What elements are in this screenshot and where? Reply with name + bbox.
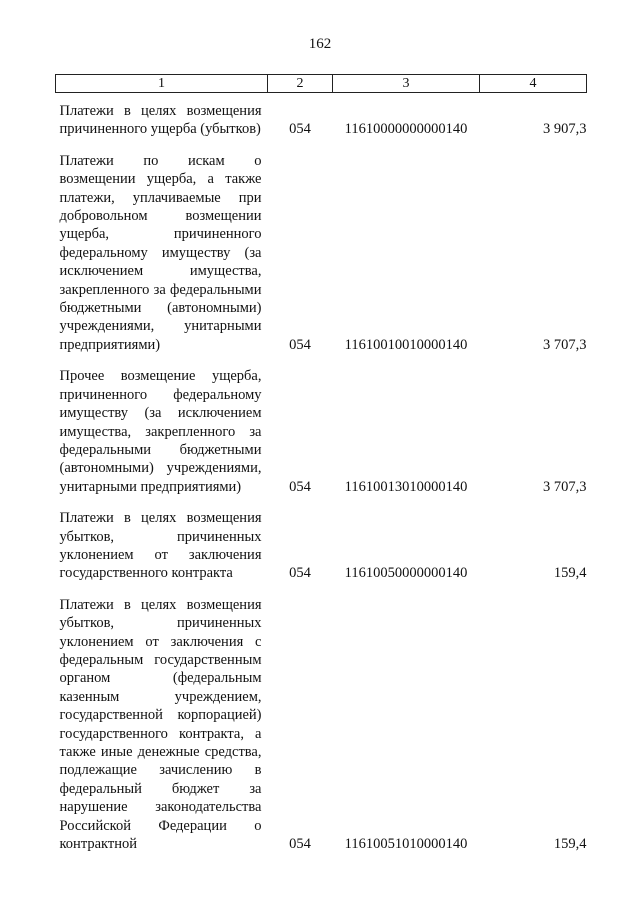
page-number: 162	[308, 36, 332, 52]
row-name: Платежи в целях возмещения причиненного ущерба (убытков)	[59, 103, 262, 138]
column-header-4: 4	[480, 75, 587, 93]
column-header-1: 1	[56, 75, 268, 93]
row-admin-code: 054	[289, 121, 311, 138]
row-admin-code: 054	[289, 478, 311, 495]
row-admin-code: 054	[289, 565, 311, 582]
row-budget-code: 11610013010000140	[344, 478, 468, 495]
row-name: Платежи в целях возмещения убытков, причиненных уклонением от заключения с федеральным государственным органом (федеральным казенным учреждением, государственной корпорацией) государственного контракта, а также иные денежные средства, подлежащие зачислению в федеральный бюджет за нарушение законодательства Российской Федерации о контрактной	[59, 596, 262, 853]
budget-table	[55, 74, 587, 853]
table-row	[56, 139, 587, 354]
row-amount: 3 707,3	[543, 478, 587, 495]
row-amount: 159,4	[553, 565, 587, 582]
row-amount: 159,4	[553, 836, 587, 853]
row-amount: 3 907,3	[543, 121, 587, 138]
table-row	[56, 496, 587, 583]
table-row	[56, 583, 587, 854]
column-header-3: 3	[333, 75, 480, 93]
row-name: Прочее возмещение ущерба, причиненного федеральному имуществу (за исключением имущества, закрепленного за федеральными бюджетными (автономными) учреждениями, унитарными предприятиями)	[59, 368, 262, 495]
row-budget-code: 11610051010000140	[344, 836, 468, 853]
row-admin-code: 054	[289, 336, 311, 353]
row-budget-code: 11610000000000140	[344, 121, 468, 138]
row-name: Платежи по искам о возмещении ущерба, а также платежи, уплачиваемые при добровольном возмещении ущерба, причиненного федеральному имуществу (за исключением имущества, закрепленного за федеральными бюджетными (автономными) учреждениями, унитарными предприятиями)	[59, 152, 262, 353]
row-budget-code: 11610010010000140	[344, 336, 468, 353]
row-budget-code: 11610050000000140	[344, 565, 468, 582]
row-name: Платежи в целях возмещения убытков, причиненных уклонением от заключения государственного контракта	[59, 510, 262, 582]
row-admin-code: 054	[289, 836, 311, 853]
table-header-row	[56, 75, 587, 93]
row-amount: 3 707,3	[543, 336, 587, 353]
column-header-2: 2	[268, 75, 333, 93]
table-row	[56, 93, 587, 139]
table-row	[56, 354, 587, 496]
